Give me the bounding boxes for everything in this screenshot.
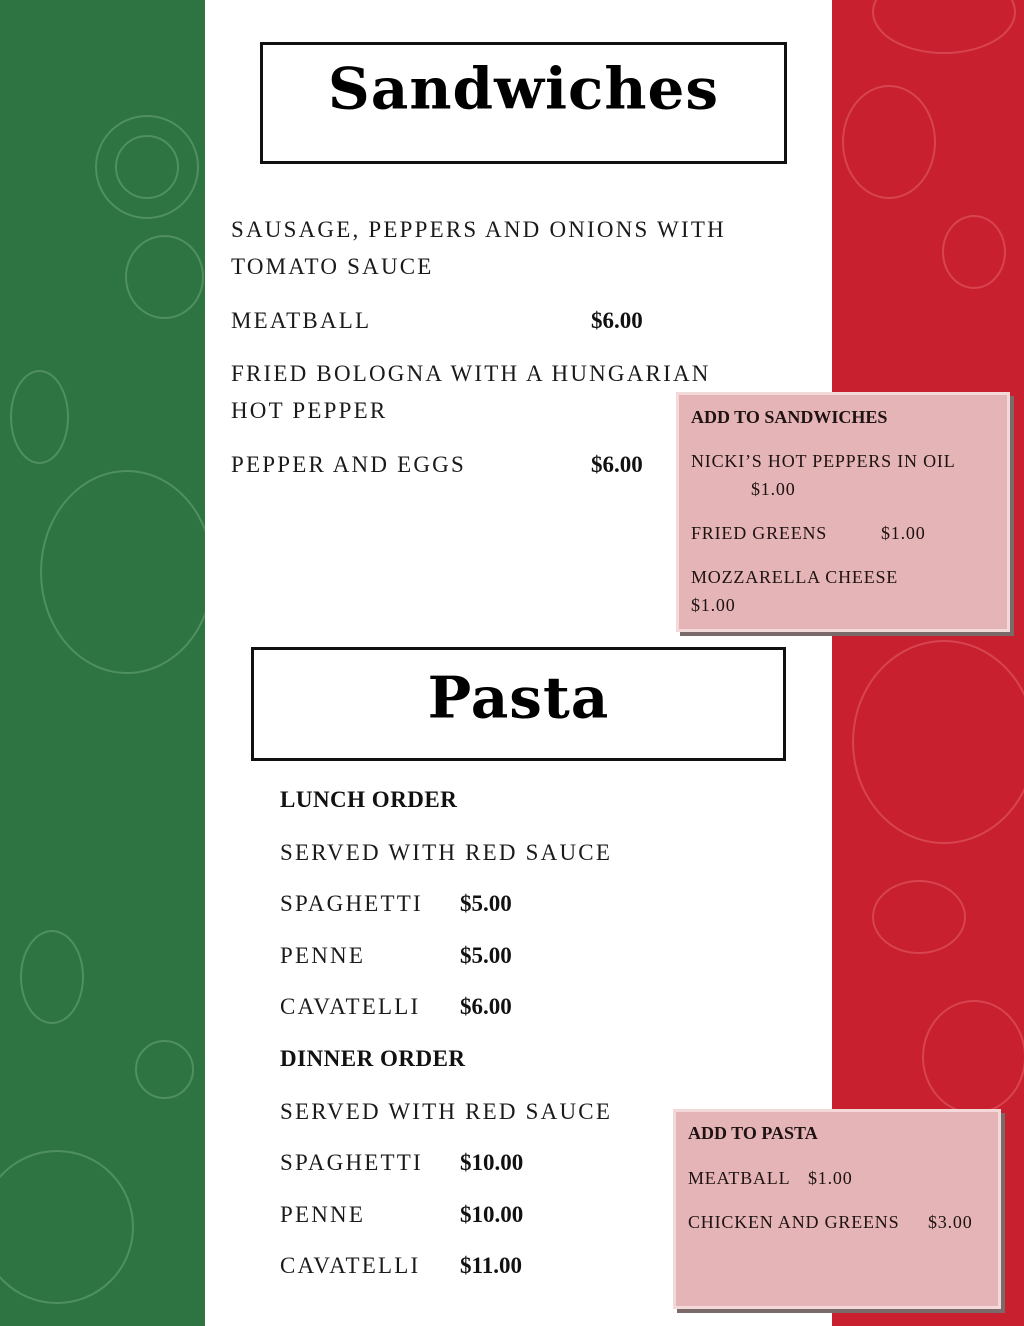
addon-name-chicken-greens: CHICKEN AND GREENS xyxy=(688,1212,900,1232)
dinner-item-spaghetti: SPAGHETTI xyxy=(280,1150,423,1175)
dinner-item-penne: PENNE xyxy=(280,1202,366,1227)
addon-name-mozzarella: MOZZARELLA CHEESE xyxy=(691,567,899,587)
addon-name-meatball: MEATBALL xyxy=(688,1168,791,1188)
lunch-price-spaghetti: $5.00 xyxy=(460,891,512,916)
sandwich-item-meatball: MEATBALL xyxy=(231,308,372,333)
pizza-doodle-icon xyxy=(0,1150,134,1304)
lunch-order-header: LUNCH ORDER xyxy=(280,787,458,812)
dinner-order-note: SERVED WITH RED SAUCE xyxy=(280,1099,613,1124)
addon-price-fried-greens: $1.00 xyxy=(881,523,926,543)
pasta-title: Pasta xyxy=(427,664,610,732)
pizza-doodle-icon xyxy=(40,470,205,674)
sandwich-item-pepper-and-eggs: PEPPER AND EGGS xyxy=(231,452,466,477)
pizza-doodle-icon xyxy=(852,640,1024,844)
addon-name-fried-greens: FRIED GREENS xyxy=(691,523,828,543)
tomato-doodle-icon xyxy=(125,235,204,319)
garlic-doodle-icon xyxy=(10,370,69,464)
addon-name-hot-peppers: NICKI’S HOT PEPPERS IN OIL xyxy=(691,451,956,471)
sandwich-item-fried-bologna xyxy=(231,355,711,429)
item-name-line1: SAUSAGE, PEPPERS AND ONIONS WITH xyxy=(231,217,726,242)
onion-doodle-icon xyxy=(922,1000,1024,1114)
sandwiches-title-box xyxy=(260,42,787,164)
lunch-price-penne: $5.00 xyxy=(460,943,512,968)
dinner-price-penne: $10.00 xyxy=(460,1202,524,1227)
addon-price-meatball: $1.00 xyxy=(808,1168,853,1188)
item-name-line2: TOMATO SAUCE xyxy=(231,254,434,279)
addon-price-chicken-greens: $3.00 xyxy=(928,1212,973,1232)
pepper-doodle-icon xyxy=(872,880,966,954)
sandwiches-title: Sandwiches xyxy=(327,55,720,123)
mushroom-doodle-icon xyxy=(135,1040,194,1099)
add-to-sandwiches-title: ADD TO SANDWICHES xyxy=(691,407,888,427)
lunch-order-note: SERVED WITH RED SAUCE xyxy=(280,840,613,865)
green-flag-band xyxy=(0,0,205,1326)
dinner-order-header: DINNER ORDER xyxy=(280,1046,466,1071)
item-name-line2: HOT PEPPER xyxy=(231,398,388,423)
garlic-doodle-icon xyxy=(842,85,936,199)
lunch-item-cavatelli: CAVATELLI xyxy=(280,994,421,1019)
olive-doodle-icon xyxy=(942,215,1006,289)
add-to-pasta-box xyxy=(673,1109,1001,1309)
sandwich-price-meatball: $6.00 xyxy=(591,308,643,333)
dinner-item-cavatelli: CAVATELLI xyxy=(280,1253,421,1278)
onion-ring-doodle-icon xyxy=(115,135,179,199)
add-to-pasta-title: ADD TO PASTA xyxy=(688,1123,818,1143)
addon-price-mozzarella: $1.00 xyxy=(691,595,736,615)
addon-price-hot-peppers: $1.00 xyxy=(751,479,796,499)
sandwich-price-pepper-and-eggs: $6.00 xyxy=(591,452,643,477)
lunch-item-penne: PENNE xyxy=(280,943,366,968)
pizza-doodle-icon xyxy=(872,0,1016,54)
lunch-item-spaghetti: SPAGHETTI xyxy=(280,891,423,916)
dinner-price-cavatelli: $11.00 xyxy=(460,1253,522,1278)
item-name-line1: FRIED BOLOGNA WITH A HUNGARIAN xyxy=(231,361,711,386)
sandwich-item-sausage-peppers-onions xyxy=(231,211,726,285)
garlic-doodle-icon xyxy=(20,930,84,1024)
dinner-price-spaghetti: $10.00 xyxy=(460,1150,524,1175)
add-to-sandwiches-box xyxy=(676,392,1010,632)
pasta-title-box xyxy=(251,647,786,761)
lunch-price-cavatelli: $6.00 xyxy=(460,994,512,1019)
